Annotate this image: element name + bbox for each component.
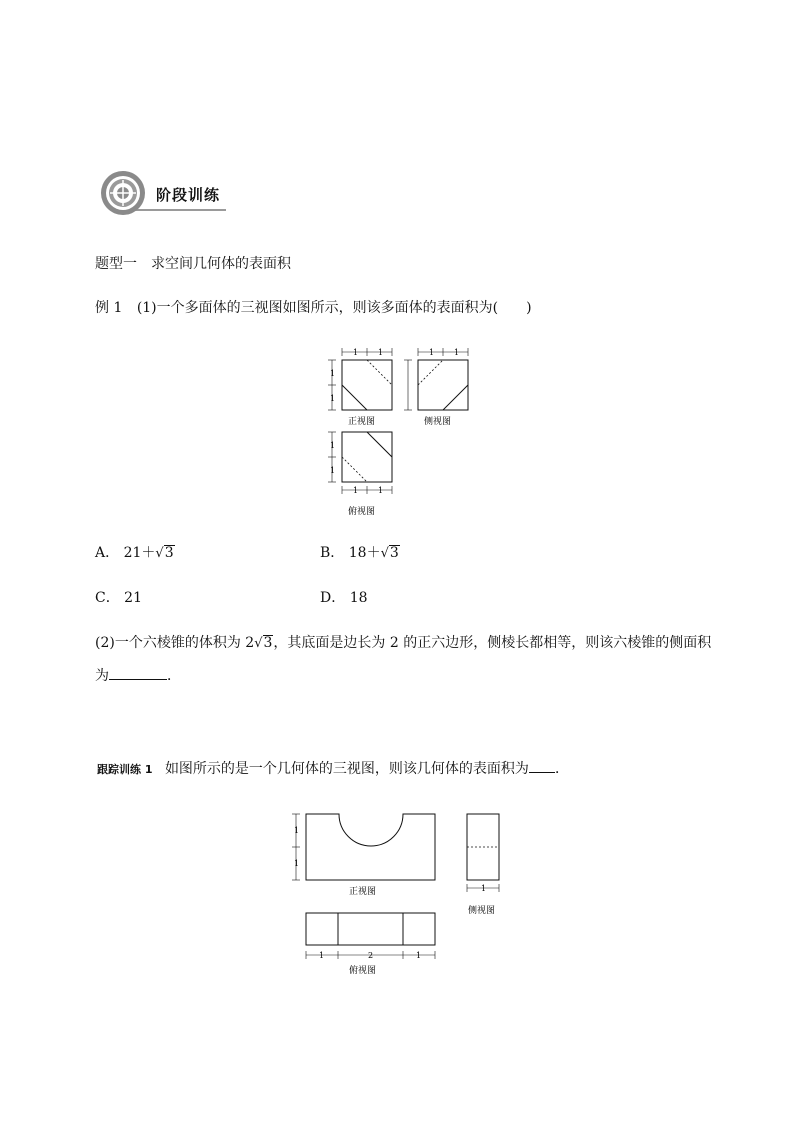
option-c [95,588,142,608]
option-value: 18＋ [348,545,381,561]
exercise1-text: 如图所示的是一个几何体的三视图，则该几何体的表面积为 [164,761,529,777]
dim-label: 1 [330,441,336,450]
dim-label: 1 [353,348,359,357]
caption-top: 俯视图 [349,966,377,976]
sqrt-icon: √3 [155,545,174,561]
part2-text-b: ，其底面是边长为 2 的正六边形，侧棱长都相等，则该六棱锥的侧面积 [273,635,712,651]
option-d [320,588,368,608]
exercise1-end: ． [554,761,569,777]
dim-label: 1 [319,951,325,960]
top-view [306,913,435,976]
dim-label: 1 [330,394,336,403]
dim-label: 1 [378,486,384,495]
side-view [404,348,468,427]
sqrt-icon: √3 [254,635,273,651]
dim-label: 2 [368,951,374,960]
answer-blank[interactable] [529,758,555,773]
dim-label: 1 [429,348,435,357]
example1-part2-line1 [95,633,711,654]
dim-label: 1 [330,466,336,475]
option-letter: A． [95,545,120,561]
caption-front: 正视图 [349,887,377,897]
part2-text-c: 为 [95,668,109,684]
answer-blank[interactable] [109,665,167,680]
exercise1-label: 跟踪训练 1 [97,763,153,776]
option-value: 18 [349,590,368,606]
caption-top: 俯视图 [348,507,376,517]
section-title: 题型一 求空间几何体的表面积 [95,256,291,272]
option-radicand: 3 [389,545,399,561]
front-view [328,348,392,427]
header-title: 阶段训练 [156,186,221,204]
caption-side: 侧视图 [424,417,452,427]
dim-label: 1 [481,884,487,893]
section-header [98,168,238,218]
example1-part2-line2 [95,665,181,686]
option-letter: B． [320,545,345,561]
figure-three-views-2 [285,805,515,985]
part2-radicand: 3 [263,635,273,651]
option-radicand: 3 [164,545,174,561]
dim-label: 1 [294,859,300,868]
example1-line [95,298,532,318]
example1-label: 例 1 [95,300,123,316]
part2-end: ． [167,668,181,684]
option-value: 21＋ [123,545,156,561]
dim-label: 1 [454,348,460,357]
dim-label: 1 [416,951,422,960]
option-value: 21 [124,590,142,606]
dim-label: 1 [353,486,359,495]
option-a [95,543,175,564]
option-letter: D． [320,590,346,606]
example1-part1: (1)一个多面体的三视图如图所示，则该多面体的表面积为( ) [136,300,532,316]
caption-side: 侧视图 [468,906,496,916]
top-view [328,432,392,517]
dim-label: 1 [294,826,300,835]
dim-label: 1 [378,348,384,357]
part2-text-a: (2)一个六棱锥的体积为 2 [95,635,255,651]
exercise1-line [97,758,569,780]
front-view [292,814,435,897]
figure-side-view-1 [400,342,480,442]
caption-front: 正视图 [348,417,376,427]
option-b [320,543,400,564]
option-letter: C． [95,590,120,606]
dim-label: 1 [330,369,336,378]
sqrt-icon: √3 [380,545,399,561]
side-view [467,814,499,916]
